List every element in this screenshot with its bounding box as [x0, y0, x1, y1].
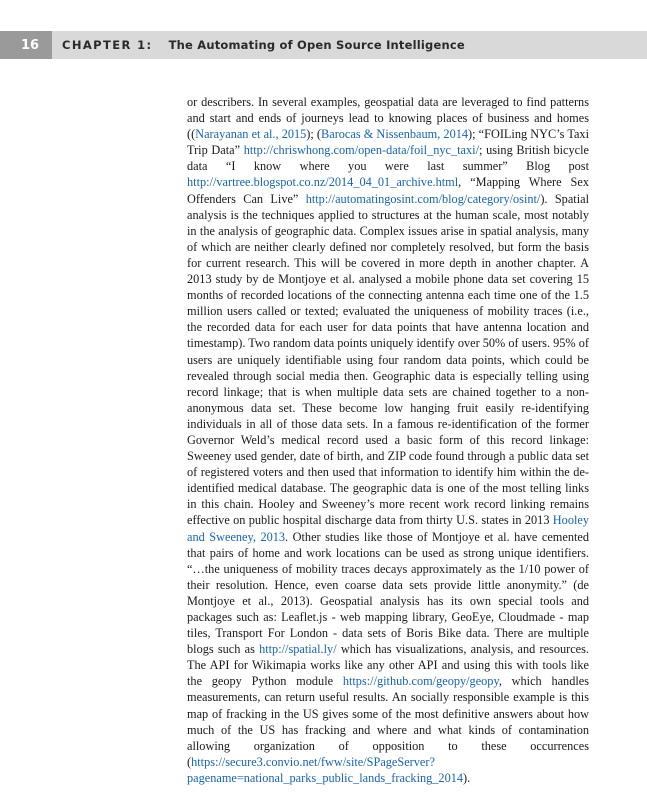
body-paragraph: [187, 94, 589, 786]
chapter-title: The Automating of Open Source Intelligence: [168, 38, 465, 52]
citation-link-hooley[interactable]: Hooley and Sweeney, 2013: [187, 513, 589, 544]
citation-link-barocas[interactable]: Barocas & Nissenbaum, 2014: [321, 127, 469, 142]
url-link-geopy[interactable]: https://github.com/geopy/geopy: [342, 674, 499, 689]
body-text-segment: ). Spatial analysis is the techniques applied to structures at the human scale, most notably in the analysis of geographic data. Complex issues arise in spatial analysis, many of which are neither clearly defined nor completely resolved, but form the basis for current research. This will be covered in more depth in another chapter. A 2013 study by de Montjoye et al. analysed a mobile phone data set covering 15 months of recorded locations of the connecting antenna each time one of the 1.5 million users called or texted; evaluated the uniqueness of mobility traces (i.e., the recorded data for each user for data points that have antenna location and timestamp). Two random data points uniquely identify over 50% of users. 95% of users are uniquely identifiable using four random data points, which could be revealed through social media then. Geographic data is especially telling using record linkage; that is when multiple data sets are chained together to a non-anonymous data set. These become low hanging fruit easily re-identifying individuals in all of those data sets. In a famous re-identification of the former Governor Weld’s medical record used a basic form of this record linkage: Sweeney used gender, date of birth, and ZIP code found through a public data set of registered voters and then used that information to identify him within the de-identified medical database. The geographic data is one of the most telling links in this chain. Hooley and Sweeney’s more recent work record linking remains effective on public hospital discharge data from thirty U.S. states in 2013: [187, 191, 589, 528]
running-header: [0, 31, 647, 59]
url-link-automatingosint[interactable]: http://automatingosint.com/blog/category/osint/: [305, 191, 541, 206]
url-link-chriswhong[interactable]: http://chriswhong.com/open-data/foil_nyc_taxi/: [243, 143, 480, 158]
chapter-label: CHAPTER 1:: [62, 38, 153, 52]
running-head-text: [62, 31, 465, 59]
body-text-segment: ); “FOILing NYC’s Taxi Trip Data”: [187, 127, 589, 158]
url-link-convio[interactable]: https://secure3.convio.net/fww/site/SPageServer?pagename=national_parks_public_lands_fracking_2014: [187, 754, 464, 785]
body-text-segment: ); (: [306, 127, 322, 142]
url-link-vartree[interactable]: http://vartree.blogspot.co.nz/2014_04_01_archive.html: [187, 175, 459, 190]
body-text-segment: ).: [463, 770, 471, 785]
body-text-segment: or describers. In several examples, geospatial data are leveraged to find patterns and start and ends of journeys lead to knowing places of business and homes ((: [187, 95, 589, 142]
body-text-segment: , “Mapping Where Sex Offenders Can Live”: [187, 175, 589, 206]
body-text-segment: which has visualizations, analysis, and resources. The API for Wikimapia works like any other API and using this with tools like the geopy Python module: [187, 642, 589, 689]
body-text-segment: ; using British bicycle data “I know where you were last summer” Blog post: [187, 143, 589, 174]
page-number: 16: [0, 31, 52, 59]
citation-link-narayanan[interactable]: Narayanan et al., 2015: [195, 127, 307, 142]
body-text-segment: , which handles measurements, can return useful results. An socially responsible example is this map of fracking in the US gives some of the most definitive answers about how much of the US has fracking and where and what kinds of contamination allowing organization of opposition to these occurrences (: [187, 674, 590, 769]
body-text-segment: . Other studies like those of Montjoye et al. have cemented that pairs of home and work locations can be used as strong unique identifiers. “…the uniqueness of mobility traces decays approximately as the 1/10 power of their resolution. Hence, even coarse data sets provide little anonymity.” (de Montjoye et al., 2013). Geospatial analysis has its own special tools and packages such as: Leaflet.js - web mapping library, GeoEye, Cloudmade - map tiles, Transport For London - data sets of Boris Bike data. There are multiple blogs such as: [187, 529, 589, 657]
url-link-spatially[interactable]: http://spatial.ly/: [259, 642, 337, 657]
